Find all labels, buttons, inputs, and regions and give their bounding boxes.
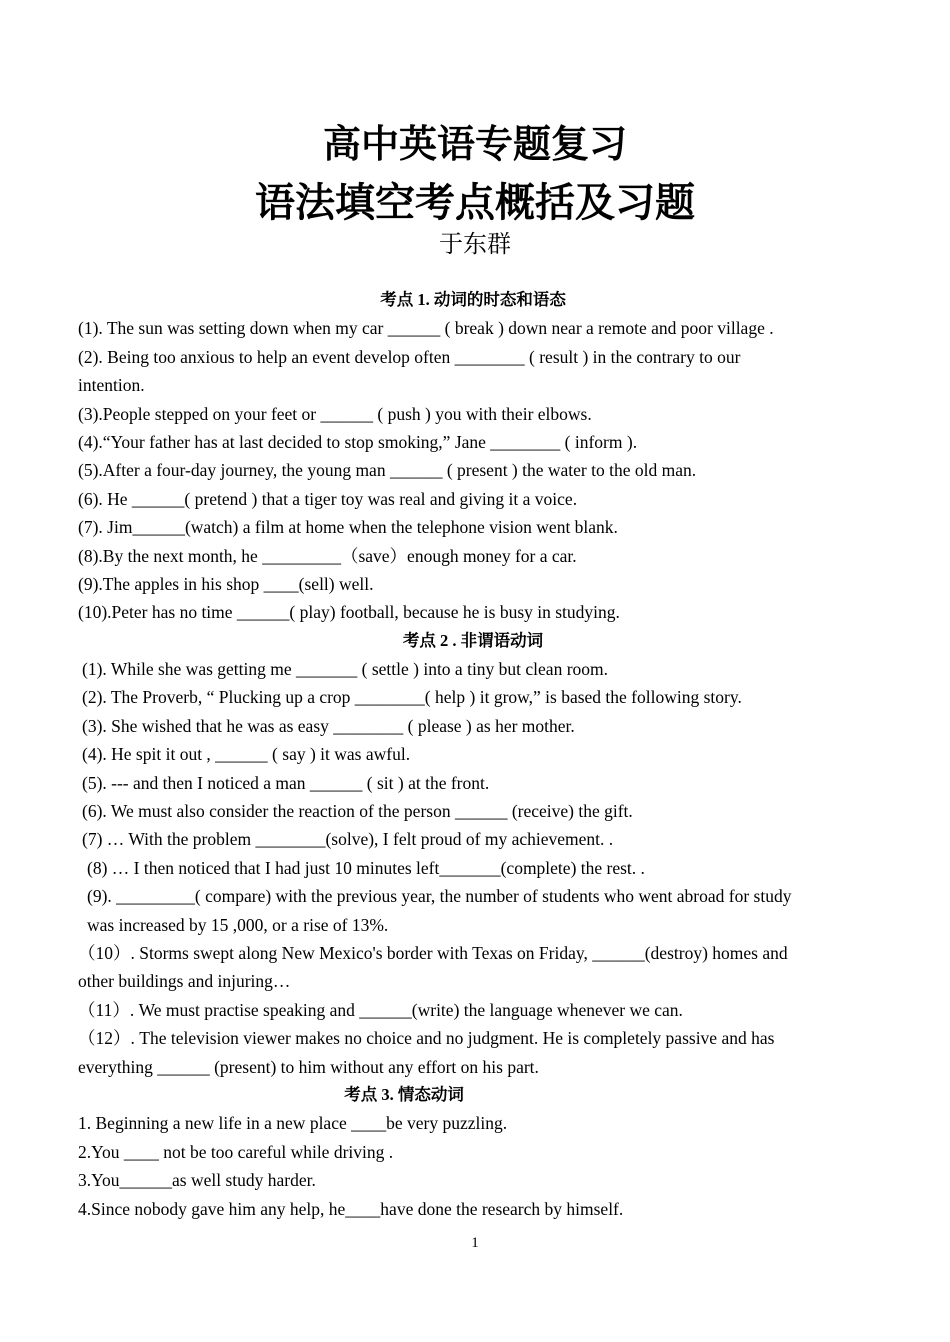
exercise-line: (2). The Proverb, “ Plucking up a crop ________( help ) it grow,” is based the following story.: [82, 687, 742, 708]
exercise-line: intention.: [78, 375, 145, 396]
section2-heading: 考点 2 . 非谓语动词: [402, 630, 544, 650]
exercise-line: (6). We must also consider the reaction of the person ______ (receive) the gift.: [82, 801, 633, 822]
exercise-line: (3).People stepped on your feet or ______ ( push ) you with their elbows.: [78, 403, 592, 424]
exercise-line: (10).Peter has no time ______( play) football, because he is busy in studying.: [78, 602, 620, 623]
author-name: 于东群: [439, 230, 511, 258]
exercise-line: was increased by 15 ,000, or a rise of 13%.: [87, 914, 389, 935]
section1-heading: 考点 1. 动词的时态和语态: [380, 290, 566, 309]
document-body: [78, 286, 868, 1223]
exercise-line: （12）. The television viewer makes no choice and no judgment. He is completely passive and has: [78, 1028, 775, 1049]
exercise-line: （10）. Storms swept along New Mexico's border with Texas on Friday, ______(destroy) homes and: [78, 942, 788, 963]
exercise-line: (8).By the next month, he _________（save）enough money for a car.: [78, 545, 577, 566]
exercise-line: 1. Beginning a new life in a new place ____be very puzzling.: [78, 1113, 508, 1134]
exercise-line: (6). He ______( pretend ) that a tiger toy was real and giving it a voice.: [78, 488, 578, 509]
exercise-line: (1). The sun was setting down when my car ______ ( break ) down near a remote and poor village .: [78, 318, 774, 339]
exercise-line: (7) … With the problem ________(solve), I felt proud of my achievement. .: [82, 829, 614, 850]
exercise-line: （11）. We must practise speaking and ______(write) the language whenever we can.: [78, 999, 683, 1020]
exercise-line: (9).The apples in his shop ____(sell) well.: [78, 573, 374, 594]
exercise-line: 3.You______as well study harder.: [78, 1170, 316, 1191]
document-title-line1: 高中英语专题复习: [322, 122, 627, 166]
exercise-line: 2.You ____ not be too careful while driving .: [78, 1141, 394, 1162]
exercise-line: 4.Since nobody gave him any help, he____have done the research by himself.: [78, 1198, 624, 1219]
exercise-line: (2). Being too anxious to help an event develop often ________ ( result ) in the contrary to our: [78, 346, 741, 367]
exercise-line: (9). _________( compare) with the previous year, the number of students who went abroad for study: [87, 886, 792, 907]
exercise-line: everything ______ (present) to him without any effort on his part.: [78, 1056, 539, 1077]
exercise-line: other buildings and injuring…: [78, 971, 291, 992]
document-title-line2: 语法填空考点概括及习题: [255, 180, 695, 226]
exercise-line: (3). She wished that he was as easy ________ ( please ) as her mother.: [82, 715, 575, 736]
page-number: 1: [471, 1235, 479, 1251]
exercise-line: (4). He spit it out , ______ ( say ) it was awful.: [82, 744, 411, 765]
exercise-line: (5).After a four-day journey, the young man ______ ( present ) the water to the old man.: [78, 460, 697, 481]
section3-heading: 考点 3. 情态动词: [344, 1084, 464, 1104]
exercise-line: (1). While she was getting me _______ ( settle ) into a tiny but clean room.: [82, 659, 609, 680]
exercise-line: (7). Jim______(watch) a film at home when the telephone vision went blank.: [78, 517, 618, 538]
exercise-line: (4).“Your father has at last decided to stop smoking,” Jane ________ ( inform ).: [78, 431, 638, 452]
exercise-line: (8) … I then noticed that I had just 10 minutes left_______(complete) the rest. .: [87, 857, 645, 878]
exercise-line: (5). --- and then I noticed a man ______ ( sit ) at the front.: [82, 772, 490, 793]
